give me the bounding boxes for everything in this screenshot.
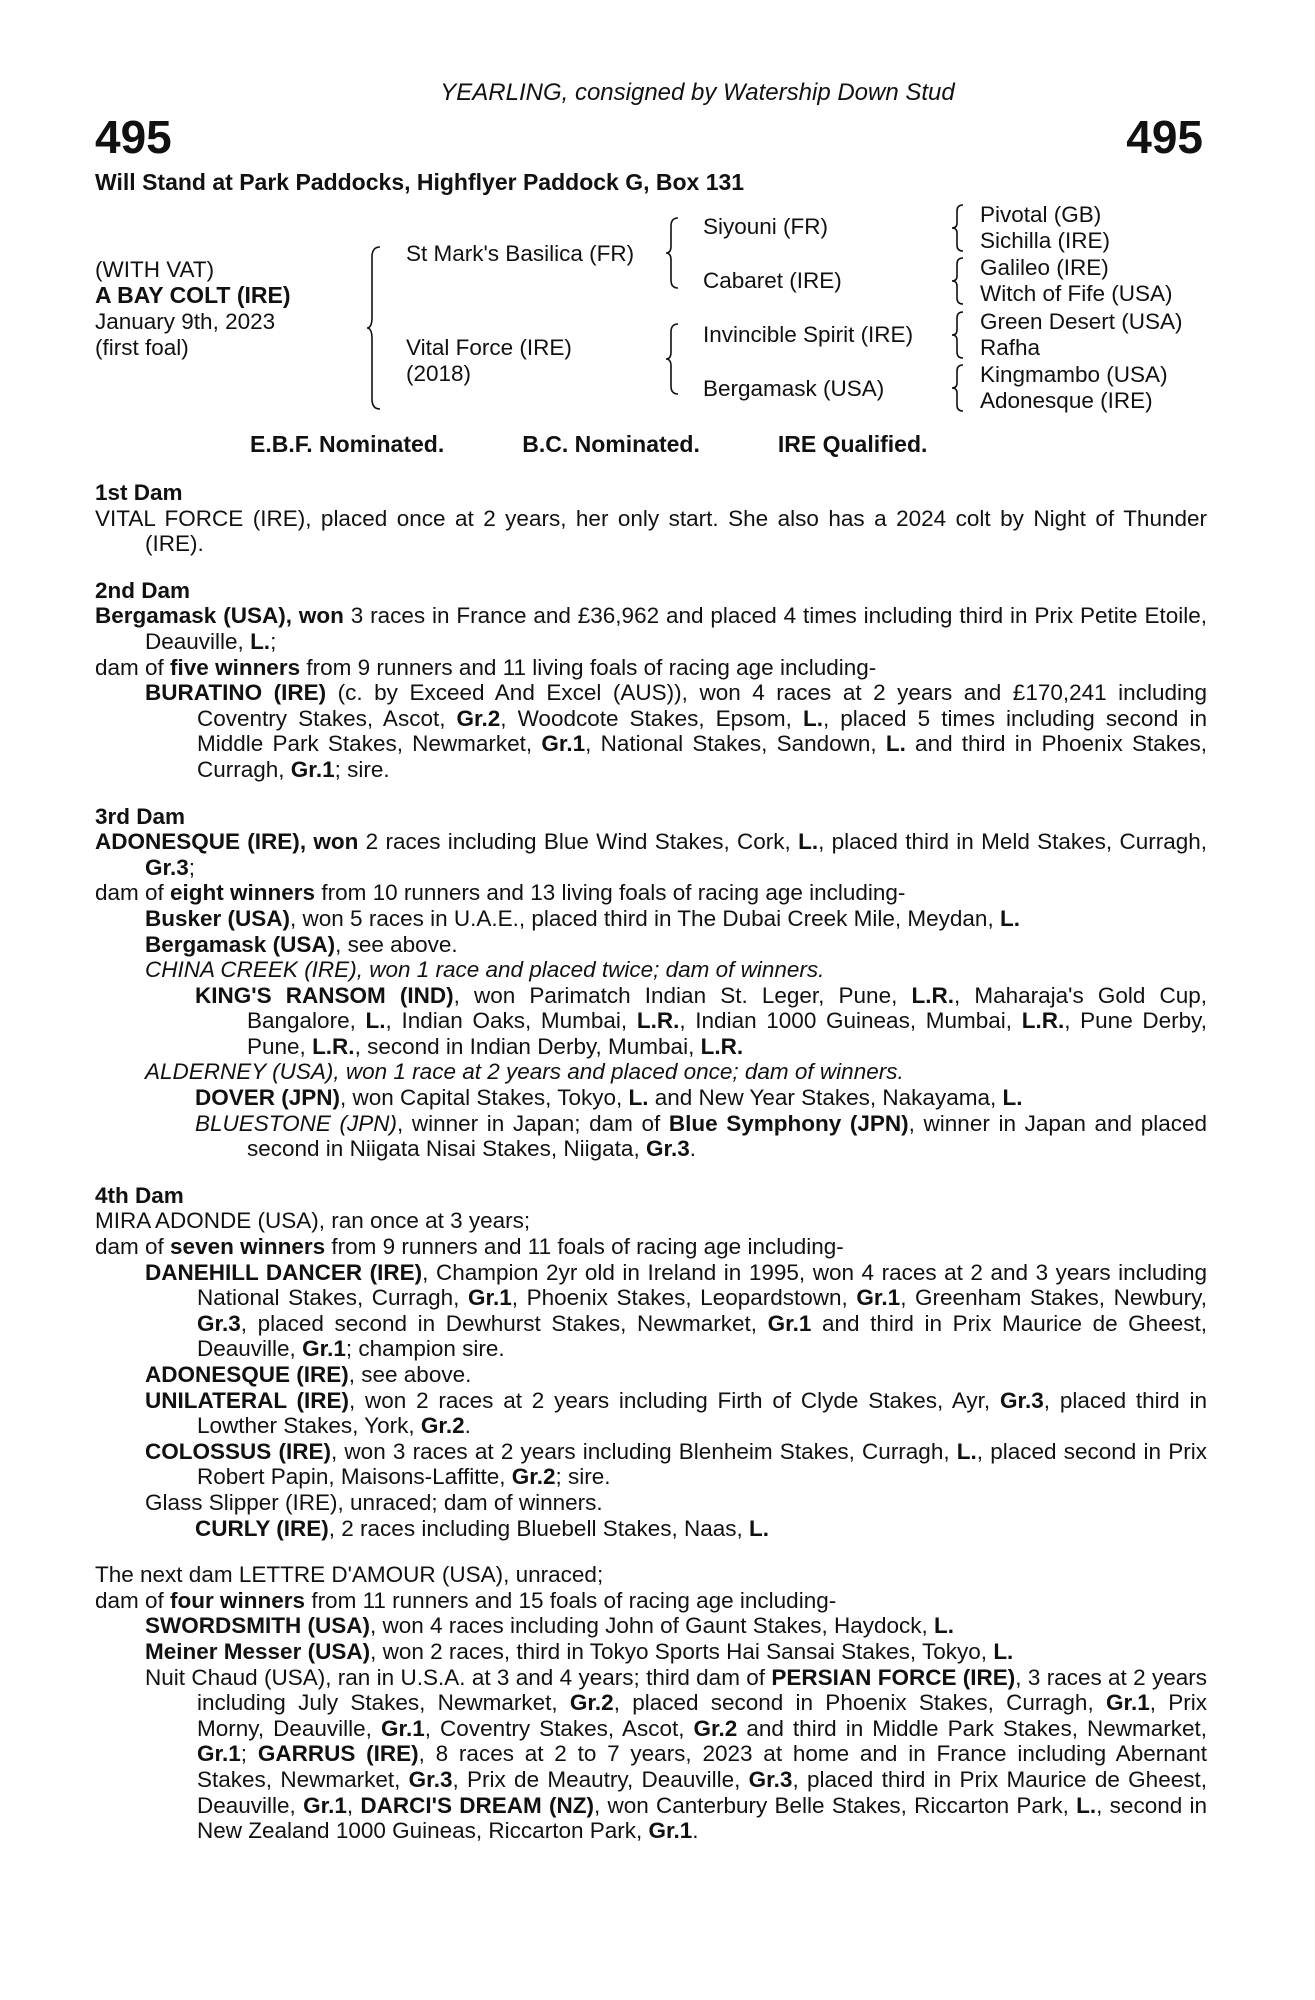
- colossus-entry: COLOSSUS (IRE), won 3 races at 2 years including Blenheim Stakes, Curragh, L., placed second in Prix Robert Papin, Maisons-Laffitte, Gr.2; sire.: [145, 1438, 1207, 1490]
- bluestone-entry: BLUESTONE (JPN), winner in Japan; dam of Blue Symphony (JPN), winner in Japan and placed second in Niigata Nisai Stakes, Niigata, Gr.3.: [195, 1110, 1207, 1162]
- second-dam-section: [95, 578, 1207, 783]
- unilateral-entry: UNILATERAL (IRE), won 2 races at 2 years including Firth of Clyde Stakes, Ayr, Gr.3, placed third in Lowther Stakes, York, Gr.2.: [145, 1387, 1208, 1439]
- pedigree-brace-4: [950, 203, 966, 253]
- ds-sire-name: Green Desert (USA): [980, 309, 1183, 334]
- next-dam-section: [95, 1562, 1207, 1844]
- lot-number-right: 495: [1126, 111, 1203, 163]
- ire-qualified: IRE Qualified.: [777, 431, 928, 457]
- glass-slipper-entry: Glass Slipper (IRE), unraced; dam of winners.: [145, 1489, 603, 1515]
- alderney-entry: ALDERNEY (USA), won 1 race at 2 years and placed once; dam of winners.: [145, 1059, 904, 1085]
- second-dam-record: Bergamask (USA), won 3 races in France and £36,962 and placed 4 times including third in Prix Petite Etoile, Deauville, L.;: [95, 603, 1207, 654]
- nuit-chaud-entry: Nuit Chaud (USA), ran in U.S.A. at 3 and 4 years; third dam of PERSIAN FORCE (IRE), 3 races at 2 years including July Stakes, Newmarket, Gr.2, placed second in Phoenix Stakes, Curragh, Gr.1, Prix Morny, Deauville, Gr.1, Coventry Stakes, Ascot, Gr.2 and third in Middle Park Stakes, Newmarket, Gr.1; GARRUS (IRE), 8 races at 2 to 7 years, 2023 at home and in France including Abernant Stakes, Newmarket, Gr.3, Prix de Meautry, Deauville, Gr.3, placed third in Prix Maurice de Gheest, Deauville, Gr.1, DARCI'S DREAM (NZ), won Canterbury Belle Stakes, Riccarton Park, L., second in New Zealand 1000 Guineas, Riccarton Park, Gr.1.: [145, 1664, 1208, 1844]
- sire-dam-name: Cabaret (IRE): [703, 268, 842, 293]
- bergamask-entry: Bergamask (USA), see above.: [145, 931, 458, 957]
- first-dam-heading: 1st Dam: [95, 480, 183, 505]
- sire-name: St Mark's Basilica (FR): [406, 241, 635, 266]
- third-dam-section: [95, 804, 1207, 1162]
- nominations: [250, 432, 1005, 458]
- fourth-dam-record: MIRA ADONDE (USA), ran once at 3 years;: [95, 1208, 531, 1234]
- next-dam-record: The next dam LETTRE D'AMOUR (USA), unraced;: [95, 1562, 604, 1588]
- pedigree-brace-2: [664, 216, 682, 290]
- fourth-dam-heading: 4th Dam: [95, 1182, 184, 1208]
- consignor-line: YEARLING, consigned by Watership Down Stud: [440, 79, 955, 106]
- buratino-entry: BURATINO (IRE) (c. by Exceed And Excel (AUS)), won 4 races at 2 years and £170,241 including Coventry Stakes, Ascot, Gr.2, Woodcote Stakes, Epsom, L., placed 5 times including second in Middle Park Stakes, Newmarket, Gr.1, National Stakes, Sandown, L. and third in Phoenix Stakes, Curragh, Gr.1; sire.: [145, 680, 1207, 782]
- location-line: Will Stand at Park Paddocks, Highflyer Paddock G, Box 131: [95, 169, 745, 195]
- foaling-date: January 9th, 2023: [95, 309, 276, 334]
- ss-sire-name: Pivotal (GB): [980, 202, 1102, 227]
- third-dam-heading: 3rd Dam: [95, 803, 186, 829]
- first-dam-section: [95, 480, 1207, 557]
- second-dam-heading: 2nd Dam: [95, 577, 191, 603]
- busker-entry: Busker (USA), won 5 races in U.A.E., placed third in The Dubai Creek Mile, Meydan, L.: [145, 905, 1020, 931]
- dam-sire-name: Invincible Spirit (IRE): [703, 322, 914, 347]
- third-dam-name: ADONESQUE (IRE): [95, 829, 300, 855]
- kings-ransom-entry: KING'S RANSOM (IND), won Parimatch Indian St. Leger, Pune, L.R., Maharaja's Gold Cup, Bangalore, L., Indian Oaks, Mumbai, L.R., Indian 1000 Guineas, Mumbai, L.R., Pune Derby, Pune, L.R., second in Indian Derby, Mumbai, L.R.: [195, 982, 1207, 1059]
- dover-entry: DOVER (JPN), won Capital Stakes, Tokyo, L. and New Year Stakes, Nakayama, L.: [195, 1085, 1023, 1111]
- dd-sire-name: Kingmambo (USA): [980, 362, 1168, 387]
- adonesque-entry: ADONESQUE (IRE), see above.: [145, 1362, 472, 1387]
- second-dam-name: Bergamask (USA): [95, 603, 286, 629]
- catalogue-body: [95, 480, 1207, 1865]
- ebf-nominated: E.B.F. Nominated.: [250, 431, 445, 457]
- third-dam-record: ADONESQUE (IRE), won 2 races including Blue Wind Stakes, Cork, L., placed third in Meld Stakes, Curragh, Gr.3;: [95, 829, 1207, 880]
- curly-entry: CURLY (IRE), 2 races including Bluebell Stakes, Naas, L.: [195, 1515, 770, 1541]
- sd-dam-name: Witch of Fife (USA): [980, 281, 1173, 306]
- sd-sire-name: Galileo (IRE): [980, 255, 1109, 280]
- ss-dam-name: Sichilla (IRE): [980, 228, 1111, 253]
- pedigree-brace-3: [664, 322, 682, 396]
- first-foal-note: (first foal): [95, 335, 189, 360]
- fourth-dam-produce: dam of seven winners from 9 runners and 11 foals of racing age including-: [95, 1234, 844, 1260]
- bc-nominated: B.C. Nominated.: [522, 431, 700, 457]
- sire-sire-name: Siyouni (FR): [703, 214, 829, 239]
- horse-name: A BAY COLT (IRE): [95, 282, 291, 308]
- pedigree-brace-5: [950, 256, 966, 306]
- vat-label: (WITH VAT): [95, 257, 215, 282]
- swordsmith-entry: SWORDSMITH (USA), won 4 races including John of Gaunt Stakes, Haydock, L.: [145, 1613, 955, 1639]
- second-dam-produce: dam of five winners from 9 runners and 11 living foals of racing age including-: [95, 654, 877, 680]
- pedigree-brace-6: [950, 310, 966, 360]
- meiner-messer-entry: Meiner Messer (USA), won 2 races, third in Tokyo Sports Hai Sansai Stakes, Tokyo, L.: [145, 1638, 1014, 1664]
- first-dam-text: VITAL FORCE (IRE), placed once at 2 years, her only start. She also has a 2024 colt by Night of Thunder (IRE).: [95, 505, 1207, 557]
- pedigree-brace-1: [366, 245, 386, 411]
- dam-dam-name: Bergamask (USA): [703, 376, 885, 401]
- next-dam-produce: dam of four winners from 11 runners and 15 foals of racing age including-: [95, 1587, 837, 1613]
- lot-number-left: 495: [95, 111, 172, 163]
- dam-name: Vital Force (IRE): [406, 335, 572, 360]
- fourth-dam-section: [95, 1183, 1207, 1541]
- china-creek-entry: CHINA CREEK (IRE), won 1 race and placed twice; dam of winners.: [145, 957, 825, 983]
- buratino-name: BURATINO (IRE): [145, 680, 327, 706]
- dd-dam-name: Adonesque (IRE): [980, 388, 1153, 413]
- dam-year: (2018): [406, 361, 472, 386]
- won-label: won: [298, 603, 344, 629]
- third-dam-produce: dam of eight winners from 10 runners and 13 living foals of racing age including-: [95, 880, 906, 906]
- pedigree-table: [0, 0, 1315, 430]
- danehill-entry: DANEHILL DANCER (IRE), Champion 2yr old in Ireland in 1995, won 4 races at 2 and 3 years including National Stakes, Curragh, Gr.1, Phoenix Stakes, Leopardstown, Gr.1, Greenham Stakes, Newbury, Gr.3, placed second in Dewhurst Stakes, Newmarket, Gr.1 and third in Prix Maurice de Gheest, Deauville, Gr.1; champion sire.: [145, 1259, 1207, 1362]
- pedigree-brace-7: [950, 363, 966, 413]
- ds-dam-name: Rafha: [980, 335, 1041, 360]
